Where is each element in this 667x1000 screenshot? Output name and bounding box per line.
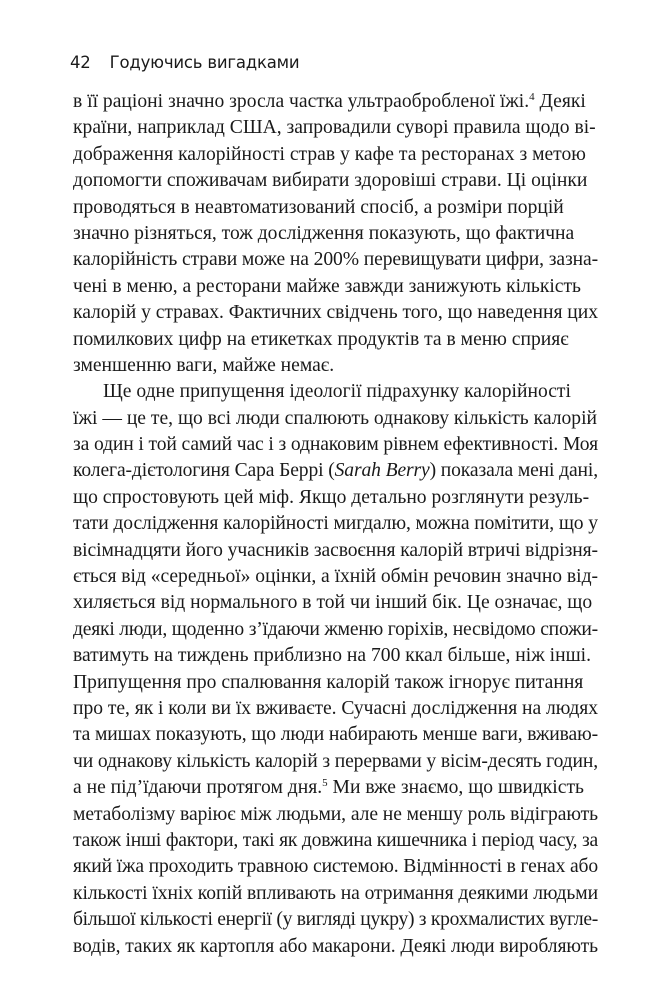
text-line bbox=[73, 485, 598, 511]
text-line bbox=[73, 749, 598, 775]
text-line bbox=[73, 458, 598, 484]
italic-text: Sarah Berry bbox=[334, 460, 430, 482]
text-segment: дображення калорійності страв у кафе та ресторанах з метою bbox=[73, 143, 586, 165]
text-segment: а не під’їдаючи протягом дня. bbox=[73, 777, 323, 799]
paragraph bbox=[73, 89, 598, 379]
text-segment: Ми вже знаємо, що швидкість bbox=[327, 777, 584, 799]
text-segment: зменшенню ваги, майже немає. bbox=[73, 354, 335, 376]
text-segment: чи однакову кількість калорій з перервами у вісім-десять годин, bbox=[73, 750, 598, 772]
text-line bbox=[73, 802, 598, 828]
text-line bbox=[73, 643, 598, 669]
text-segment: ) показала мені дані, bbox=[429, 460, 598, 482]
text-segment: країни, наприклад США, запровадили суворі правила щодо ві- bbox=[73, 117, 596, 139]
text-line bbox=[73, 696, 598, 722]
text-line bbox=[73, 247, 598, 273]
text-line bbox=[73, 590, 598, 616]
footnote-ref: 5 bbox=[322, 777, 328, 790]
text-line bbox=[73, 274, 598, 300]
text-line bbox=[73, 300, 598, 326]
text-segment: калорійність страви може на 200% перевищувати цифри, зазна- bbox=[73, 249, 598, 271]
text-segment: ється від «середньої» оцінки, а їхній обмін речовин значно від- bbox=[73, 566, 598, 588]
text-line bbox=[73, 115, 598, 141]
running-head bbox=[70, 50, 299, 74]
text-line bbox=[73, 432, 598, 458]
page-number: 42 bbox=[70, 52, 91, 72]
text-line bbox=[73, 670, 598, 696]
text-line bbox=[73, 907, 598, 933]
text-line bbox=[73, 538, 598, 564]
text-segment: за один і той самий час і з однаковим рівнем ефективності. Моя bbox=[73, 434, 598, 456]
text-line bbox=[73, 854, 598, 880]
text-segment: тати дослідження калорійності мигдалю, можна помітити, що у bbox=[73, 513, 598, 535]
body-text bbox=[73, 89, 598, 960]
text-line bbox=[73, 221, 598, 247]
text-segment: більшої кількості енергії (у вигляді цукру) з крохмалистих вугле- bbox=[73, 909, 598, 931]
text-line bbox=[73, 89, 598, 115]
footnote-ref: 4 bbox=[529, 91, 535, 103]
text-segment: метаболізму варіює між людьми, але не меншу роль відіграють bbox=[73, 803, 598, 825]
text-segment: ватимуть на тиждень приблизно на 700 ккал більше, ніж інші. bbox=[73, 645, 591, 667]
text-line bbox=[73, 406, 598, 432]
text-line bbox=[73, 168, 598, 194]
text-line bbox=[73, 195, 598, 221]
text-segment: водів, таких як картопля або макарони. Деякі люди виробляють bbox=[73, 935, 598, 957]
text-segment: кількості їхніх копій впливають на отримання деякими людьми bbox=[73, 882, 598, 904]
text-segment: в її раціоні значно зросла частка ультраобробленої їжі. bbox=[73, 91, 530, 112]
text-line bbox=[73, 881, 598, 907]
text-segment: про те, як і коли ви їх вживаєте. Сучасні дослідження на людях bbox=[73, 697, 598, 719]
text-line bbox=[73, 617, 598, 643]
text-segment: їжі — це те, що всі люди спалюють однакову кількість калорій bbox=[73, 407, 598, 429]
text-line bbox=[73, 353, 598, 379]
running-title: Годуючись вигадками bbox=[109, 52, 300, 72]
text-segment: проводяться в неавтоматизований спосіб, а розміри порцій bbox=[73, 196, 564, 218]
text-line bbox=[73, 511, 598, 537]
text-line bbox=[73, 722, 598, 748]
text-segment: деякі люди, щоденно з’їдаючи жменю горіхів, несвідомо спожи- bbox=[73, 618, 598, 640]
text-line bbox=[73, 828, 598, 854]
text-segment: вісімнадцяти його учасників засвоєння калорій втричі відрізня- bbox=[73, 539, 598, 561]
text-segment: колега-дієтологиня Сара Беррі ( bbox=[73, 460, 335, 482]
text-line bbox=[73, 775, 598, 801]
text-line bbox=[73, 564, 598, 590]
text-segment: чені в меню, а ресторани майже завжди занижують кількість bbox=[73, 275, 581, 297]
text-segment: та мишах показують, що люди набирають менше ваги, вживаю- bbox=[73, 724, 598, 746]
text-segment: хиляється від нормального в той чи інший бік. Це означає, що bbox=[73, 592, 593, 614]
text-segment: значно різняться, тож дослідження показують, що фактична bbox=[73, 222, 575, 244]
text-segment: також інші фактори, такі як довжина кишечника і період часу, за bbox=[73, 829, 598, 851]
text-line bbox=[73, 142, 598, 168]
text-segment: який їжа проходить травною системою. Відмінності в генах або bbox=[73, 856, 598, 878]
text-segment: що спростовують цей міф. Якщо детально розглянути резуль- bbox=[73, 486, 590, 508]
text-segment: Деякі bbox=[534, 91, 586, 112]
text-segment: Припущення про спалювання калорій також ігнорує питання bbox=[73, 671, 584, 693]
paragraph bbox=[73, 379, 598, 960]
text-line bbox=[73, 327, 598, 353]
text-segment: Ще одне припущення ідеології підрахунку калорійності bbox=[103, 381, 571, 403]
text-line bbox=[73, 934, 598, 960]
text-segment: допомогти споживачам вибирати здоровіші страви. Ці оцінки bbox=[73, 170, 588, 192]
text-segment: помилкових цифр на етикетках продуктів та в меню сприяє bbox=[73, 328, 569, 350]
text-segment: калорій у стравах. Фактичних свідчень того, що наведення цих bbox=[73, 302, 598, 324]
text-line bbox=[73, 379, 598, 405]
